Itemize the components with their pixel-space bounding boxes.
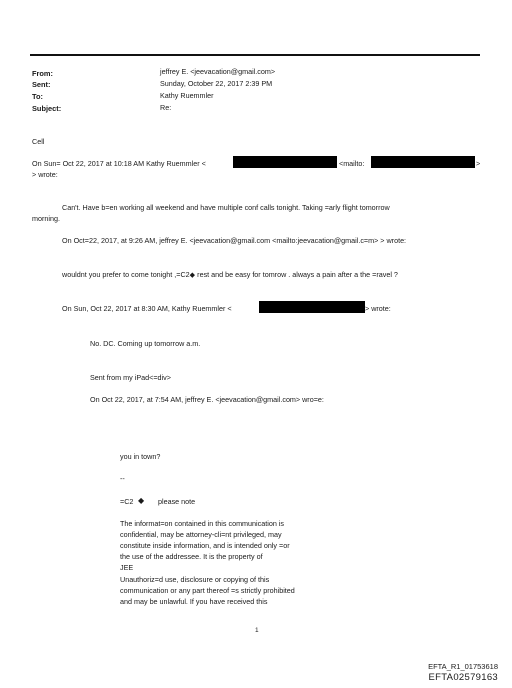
disclaimer-line: constitute inside information, and is intended only =or bbox=[120, 541, 290, 550]
disclaimer-line: The informat=on contained in this communication is bbox=[120, 519, 284, 528]
disclaimer-line: Unauthoriz=d use, disclosure or copying of this bbox=[120, 575, 270, 584]
redaction-box bbox=[259, 301, 365, 313]
signature-note-prefix: =C2 bbox=[120, 497, 134, 506]
page-number: 1 bbox=[255, 627, 259, 634]
message1-line1: Can't. Have b=en working all weekend and have multiple conf calls tonight. Taking =arly flight tomorrow bbox=[62, 203, 390, 212]
sent-label: Sent: bbox=[32, 80, 51, 89]
sent-value: Sunday, October 22, 2017 2:39 PM bbox=[160, 79, 273, 88]
signature-dash: -- bbox=[120, 474, 125, 483]
disclaimer-line: confidential, may be attorney-cli=nt privileged, may bbox=[120, 530, 282, 539]
to-value: Kathy Ruemmler bbox=[160, 91, 214, 100]
quote3-wrote: > wrote: bbox=[365, 304, 391, 313]
quote4-header: On Oct 22, 2017, at 7:54 AM, jeffrey E. <jeevacation@gmail.com> wro=e: bbox=[90, 395, 324, 404]
message2: wouldnt you prefer to come tonight ,=C2◆ rest and be easy for tomrow . always a pain after a the =ravel ? bbox=[62, 270, 398, 279]
signature-note: please note bbox=[158, 497, 196, 506]
bates-id-secondary: EFTA02579163 bbox=[428, 672, 498, 683]
body-cell: Cell bbox=[32, 137, 45, 146]
header-rule bbox=[30, 54, 480, 56]
disclaimer-line: the use of the addressee. It is the property of bbox=[120, 552, 263, 561]
disclaimer-line: JEE bbox=[120, 563, 134, 572]
redaction-box bbox=[371, 156, 475, 168]
sent-from-line: Sent from my iPad<=div> bbox=[90, 373, 171, 382]
message4: you in town? bbox=[120, 452, 161, 461]
quote1-mailto: <mailto: bbox=[339, 159, 365, 168]
quote3-header: On Sun, Oct 22, 2017 at 8:30 AM, Kathy Ruemmler < bbox=[62, 304, 232, 313]
redaction-box bbox=[233, 156, 337, 168]
quote1-header: On Sun= Oct 22, 2017 at 10:18 AM Kathy Ruemmler < bbox=[32, 159, 206, 168]
message1-line2: morning. bbox=[32, 214, 60, 223]
bates-id-primary: EFTA_R1_01753618 bbox=[428, 662, 498, 671]
message3: No. DC. Coming up tomorrow a.m. bbox=[90, 339, 201, 348]
subject-label: Subject: bbox=[32, 104, 62, 113]
from-value: jeffrey E. <jeevacation@gmail.com> bbox=[160, 67, 276, 76]
replacement-char-icon: ◆ bbox=[138, 496, 145, 505]
subject-value: Re: bbox=[160, 103, 172, 112]
quote1-wrote: > wrote: bbox=[32, 170, 58, 179]
quote1-end: > bbox=[476, 159, 481, 168]
from-label: From: bbox=[32, 69, 53, 78]
to-label: To: bbox=[32, 92, 43, 101]
quote2-header: On Oct=22, 2017, at 9:26 AM, jeffrey E. <jeevacation@gmail.com <mailto:jeevacation@gmail.c=m> > wrote: bbox=[62, 236, 407, 245]
disclaimer-line: and may be unlawful. If you have received this bbox=[120, 597, 268, 606]
disclaimer-line: communication or any part thereof =s strictly prohibited bbox=[120, 586, 295, 595]
